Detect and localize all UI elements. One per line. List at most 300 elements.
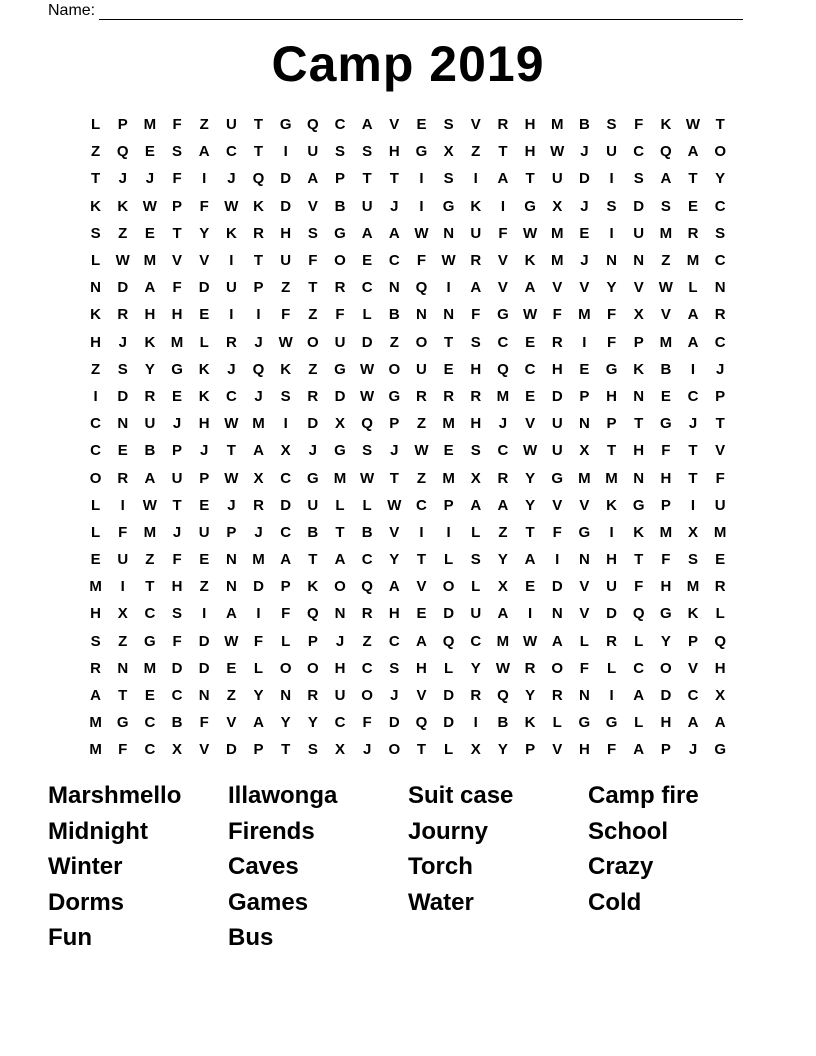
grid-letter[interactable]: F [552, 523, 562, 541]
grid-letter[interactable]: R [551, 333, 563, 351]
grid-letter[interactable]: Y [525, 469, 536, 487]
grid-letter[interactable]: W [224, 197, 239, 215]
grid-letter[interactable]: A [280, 551, 292, 569]
grid-letter[interactable]: G [551, 469, 564, 487]
grid-letter[interactable]: G [660, 605, 672, 623]
grid-letter[interactable]: H [90, 333, 101, 351]
grid-letter[interactable]: Y [253, 687, 264, 705]
grid-letter[interactable]: M [170, 333, 184, 351]
grid-letter[interactable]: W [522, 442, 538, 460]
grid-letter[interactable]: N [578, 687, 590, 705]
grid-letter[interactable]: X [579, 442, 590, 460]
grid-letter[interactable]: S [715, 224, 726, 242]
grid-letter[interactable]: F [118, 741, 128, 759]
grid-letter[interactable]: U [714, 496, 726, 514]
grid-letter[interactable]: G [279, 116, 292, 134]
grid-letter[interactable]: S [172, 605, 183, 623]
grid-letter[interactable]: U [551, 442, 563, 460]
grid-letter[interactable]: I [256, 605, 261, 623]
grid-letter[interactable]: B [334, 197, 346, 215]
grid-letter[interactable]: W [522, 306, 538, 324]
grid-letter[interactable]: Y [525, 687, 536, 705]
grid-letter[interactable]: X [334, 741, 345, 759]
grid-letter[interactable]: C [497, 333, 509, 351]
grid-letter[interactable]: R [524, 659, 536, 677]
grid-letter[interactable]: M [143, 659, 157, 677]
grid-letter[interactable]: D [388, 714, 400, 732]
grid-letter[interactable]: Y [715, 170, 726, 188]
grid-letter[interactable]: U [280, 252, 292, 270]
name-line[interactable] [99, 3, 743, 20]
grid-letter[interactable]: J [172, 415, 182, 433]
grid-letter[interactable]: E [715, 551, 726, 569]
grid-letter[interactable]: Q [361, 578, 373, 596]
grid-letter[interactable]: G [171, 360, 183, 378]
grid-letter[interactable]: W [360, 387, 375, 405]
grid-letter[interactable]: I [419, 197, 424, 215]
grid-letter[interactable]: R [253, 224, 264, 242]
grid-letter[interactable]: Z [199, 578, 209, 596]
grid-letter[interactable]: I [500, 197, 505, 215]
grid-letter[interactable]: I [256, 306, 261, 324]
grid-letter[interactable]: Q [714, 632, 726, 650]
grid-letter[interactable]: L [606, 659, 617, 677]
grid-letter[interactable]: T [444, 333, 454, 351]
grid-letter[interactable]: Q [660, 143, 672, 161]
grid-letter[interactable]: G [388, 387, 401, 405]
grid-letter[interactable]: G [144, 632, 156, 650]
grid-letter[interactable]: L [552, 714, 562, 732]
grid-letter[interactable]: Q [415, 714, 428, 732]
grid-letter[interactable]: X [172, 741, 183, 759]
grid-letter[interactable]: C [171, 687, 183, 705]
grid-letter[interactable]: G [605, 714, 618, 732]
grid-letter[interactable]: Z [362, 632, 372, 650]
grid-letter[interactable]: I [582, 333, 587, 351]
grid-letter[interactable]: B [171, 714, 183, 732]
grid-letter[interactable]: E [525, 333, 536, 351]
grid-letter[interactable]: F [606, 333, 617, 351]
grid-letter[interactable]: L [444, 659, 454, 677]
grid-letter[interactable]: I [609, 224, 614, 242]
grid-letter[interactable]: F [172, 551, 182, 569]
grid-letter[interactable]: K [90, 197, 101, 215]
grid-letter[interactable]: K [660, 116, 672, 134]
grid-letter[interactable]: Y [497, 741, 508, 759]
grid-letter[interactable]: Z [308, 360, 318, 378]
grid-letter[interactable]: R [90, 659, 101, 677]
grid-letter[interactable]: E [525, 578, 536, 596]
grid-letter[interactable]: J [580, 197, 589, 215]
grid-letter[interactable]: P [199, 469, 210, 487]
grid-letter[interactable]: R [334, 279, 346, 297]
grid-letter[interactable]: P [688, 632, 699, 650]
grid-letter[interactable]: Q [632, 605, 645, 623]
grid-letter[interactable]: C [361, 279, 373, 297]
grid-letter[interactable]: M [252, 551, 265, 569]
grid-letter[interactable]: E [660, 387, 671, 405]
grid-letter[interactable]: H [633, 442, 645, 460]
grid-letter[interactable]: C [497, 442, 509, 460]
grid-letter[interactable]: V [579, 496, 590, 514]
grid-letter[interactable]: L [199, 333, 209, 351]
grid-letter[interactable]: T [118, 687, 128, 705]
grid-letter[interactable]: I [527, 605, 533, 623]
grid-letter[interactable]: V [416, 578, 427, 596]
grid-letter[interactable]: T [90, 170, 101, 188]
grid-letter[interactable]: H [714, 659, 726, 677]
grid-letter[interactable]: C [633, 143, 645, 161]
grid-letter[interactable]: X [552, 197, 563, 215]
grid-letter[interactable]: Y [389, 551, 400, 569]
grid-letter[interactable]: P [660, 496, 671, 514]
grid-letter[interactable]: J [254, 333, 263, 351]
grid-letter[interactable]: U [334, 687, 346, 705]
grid-letter[interactable]: L [634, 714, 644, 732]
grid-letter[interactable]: U [416, 360, 427, 378]
grid-letter[interactable]: A [660, 170, 672, 188]
grid-letter[interactable]: J [308, 442, 317, 460]
grid-letter[interactable]: A [687, 306, 699, 324]
grid-letter[interactable]: F [308, 252, 318, 270]
grid-letter[interactable]: P [253, 741, 264, 759]
grid-letter[interactable]: K [225, 224, 237, 242]
grid-letter[interactable]: S [606, 197, 617, 215]
grid-letter[interactable]: Q [442, 632, 455, 650]
grid-letter[interactable]: D [171, 659, 183, 677]
grid-letter[interactable]: Q [252, 360, 265, 378]
grid-letter[interactable]: J [688, 741, 698, 759]
grid-letter[interactable]: C [225, 143, 237, 161]
grid-letter[interactable]: F [172, 170, 182, 188]
grid-letter[interactable]: M [89, 578, 102, 596]
grid-letter[interactable]: Z [498, 523, 508, 541]
grid-letter[interactable]: P [334, 170, 345, 188]
grid-letter[interactable]: O [89, 469, 102, 487]
grid-letter[interactable]: O [334, 252, 346, 270]
grid-letter[interactable]: I [202, 605, 207, 623]
grid-letter[interactable]: V [199, 252, 210, 270]
grid-letter[interactable]: L [715, 605, 725, 623]
grid-letter[interactable]: Z [118, 224, 128, 242]
grid-letter[interactable]: J [580, 252, 589, 270]
grid-letter[interactable]: S [470, 551, 481, 569]
grid-letter[interactable]: S [362, 143, 373, 161]
grid-letter[interactable]: I [609, 523, 614, 541]
grid-letter[interactable]: M [252, 415, 265, 433]
grid-letter[interactable]: E [199, 551, 210, 569]
grid-letter[interactable]: J [200, 442, 209, 460]
grid-letter[interactable]: L [688, 279, 698, 297]
grid-letter[interactable]: R [551, 687, 563, 705]
grid-letter[interactable]: W [550, 143, 565, 161]
grid-letter[interactable]: L [471, 523, 481, 541]
grid-letter[interactable]: T [688, 442, 698, 460]
grid-letter[interactable]: T [634, 551, 644, 569]
grid-letter[interactable]: D [551, 387, 563, 405]
grid-letter[interactable]: L [362, 496, 372, 514]
grid-letter[interactable]: N [416, 306, 427, 324]
grid-letter[interactable]: A [90, 687, 101, 705]
grid-letter[interactable]: G [497, 306, 509, 324]
grid-letter[interactable]: F [552, 306, 562, 324]
grid-letter[interactable]: A [633, 741, 645, 759]
grid-letter[interactable]: X [280, 442, 291, 460]
grid-letter[interactable]: N [714, 279, 726, 297]
grid-letter[interactable]: U [470, 224, 482, 242]
grid-letter[interactable]: T [389, 170, 399, 188]
grid-letter[interactable]: D [198, 279, 210, 297]
grid-letter[interactable]: T [498, 143, 508, 161]
grid-letter[interactable]: Y [525, 496, 536, 514]
grid-letter[interactable]: G [334, 442, 346, 460]
grid-letter[interactable]: P [389, 415, 400, 433]
grid-letter[interactable]: T [606, 442, 617, 460]
grid-letter[interactable]: J [362, 741, 372, 759]
grid-letter[interactable]: P [525, 741, 536, 759]
grid-letter[interactable]: H [416, 659, 427, 677]
grid-letter[interactable]: S [443, 170, 454, 188]
grid-letter[interactable]: A [524, 551, 536, 569]
grid-letter[interactable]: D [443, 605, 455, 623]
grid-letter[interactable]: S [660, 197, 671, 215]
grid-letter[interactable]: E [579, 360, 590, 378]
grid-letter[interactable]: E [144, 687, 155, 705]
grid-letter[interactable]: J [498, 415, 508, 433]
grid-letter[interactable]: R [225, 333, 237, 351]
grid-letter[interactable]: D [280, 197, 292, 215]
grid-letter[interactable]: H [470, 415, 482, 433]
grid-letter[interactable]: K [633, 360, 645, 378]
grid-letter[interactable]: E [525, 387, 536, 405]
grid-letter[interactable]: V [497, 252, 508, 270]
grid-letter[interactable]: W [360, 469, 375, 487]
grid-letter[interactable]: I [609, 170, 614, 188]
grid-letter[interactable]: U [225, 279, 237, 297]
grid-letter[interactable]: S [280, 387, 291, 405]
grid-letter[interactable]: G [334, 360, 346, 378]
grid-letter[interactable]: O [442, 578, 455, 596]
grid-letter[interactable]: F [199, 714, 209, 732]
grid-letter[interactable]: Q [497, 687, 509, 705]
grid-letter[interactable]: K [90, 306, 101, 324]
grid-letter[interactable]: I [120, 578, 125, 596]
grid-letter[interactable]: S [172, 143, 183, 161]
grid-letter[interactable]: O [714, 143, 726, 161]
grid-letter[interactable]: K [606, 496, 617, 514]
grid-letter[interactable]: A [687, 143, 699, 161]
grid-letter[interactable]: L [471, 578, 481, 596]
grid-letter[interactable]: O [551, 659, 564, 677]
grid-letter[interactable]: K [470, 197, 482, 215]
grid-letter[interactable]: Z [118, 632, 128, 650]
grid-letter[interactable]: W [278, 333, 293, 351]
grid-letter[interactable]: U [198, 523, 210, 541]
grid-letter[interactable]: H [198, 415, 210, 433]
grid-letter[interactable]: P [226, 523, 237, 541]
grid-letter[interactable]: V [226, 714, 237, 732]
grid-letter[interactable]: U [361, 197, 373, 215]
grid-letter[interactable]: Z [416, 469, 427, 487]
grid-letter[interactable]: G [660, 415, 672, 433]
grid-letter[interactable]: Q [252, 170, 265, 188]
grid-letter[interactable]: Z [661, 252, 671, 270]
grid-letter[interactable]: S [334, 143, 345, 161]
grid-letter[interactable]: T [253, 252, 264, 270]
grid-letter[interactable]: C [416, 496, 427, 514]
grid-letter[interactable]: V [525, 415, 536, 433]
grid-letter[interactable]: T [172, 496, 182, 514]
grid-letter[interactable]: T [172, 224, 182, 242]
grid-letter[interactable]: A [334, 551, 346, 569]
grid-letter[interactable]: J [227, 360, 236, 378]
grid-letter[interactable]: S [470, 442, 481, 460]
grid-letter[interactable]: Y [497, 551, 508, 569]
grid-letter[interactable]: S [307, 741, 318, 759]
grid-letter[interactable]: U [144, 415, 156, 433]
grid-letter[interactable]: O [361, 687, 373, 705]
grid-letter[interactable]: V [688, 659, 699, 677]
grid-letter[interactable]: F [416, 252, 427, 270]
grid-letter[interactable]: B [578, 116, 590, 134]
grid-letter[interactable]: I [690, 496, 696, 514]
grid-letter[interactable]: H [171, 578, 183, 596]
grid-letter[interactable]: N [443, 306, 455, 324]
grid-letter[interactable]: D [198, 659, 210, 677]
grid-letter[interactable]: M [143, 116, 157, 134]
grid-letter[interactable]: V [497, 279, 508, 297]
grid-letter[interactable]: E [362, 252, 373, 270]
grid-letter[interactable]: D [117, 279, 129, 297]
grid-letter[interactable]: G [415, 143, 428, 161]
grid-letter[interactable]: N [633, 387, 645, 405]
grid-letter[interactable]: M [143, 523, 157, 541]
grid-letter[interactable]: S [90, 632, 101, 650]
grid-letter[interactable]: A [416, 632, 427, 650]
grid-letter[interactable]: D [443, 687, 455, 705]
grid-letter[interactable]: L [335, 496, 345, 514]
grid-letter[interactable]: C [687, 387, 699, 405]
grid-letter[interactable]: J [172, 523, 182, 541]
grid-letter[interactable]: B [307, 523, 319, 541]
grid-letter[interactable]: P [715, 387, 726, 405]
grid-letter[interactable]: I [609, 687, 614, 705]
grid-letter[interactable]: S [117, 360, 128, 378]
grid-letter[interactable]: A [497, 605, 509, 623]
grid-letter[interactable]: F [362, 714, 372, 732]
grid-letter[interactable]: U [225, 116, 237, 134]
grid-letter[interactable]: E [443, 360, 454, 378]
grid-letter[interactable]: V [552, 741, 563, 759]
grid-letter[interactable]: B [497, 714, 509, 732]
grid-letter[interactable]: P [307, 632, 318, 650]
grid-letter[interactable]: A [361, 116, 373, 134]
grid-letter[interactable]: P [606, 415, 617, 433]
grid-letter[interactable]: Q [116, 143, 129, 161]
grid-letter[interactable]: X [470, 469, 481, 487]
grid-letter[interactable]: M [713, 523, 727, 541]
grid-letter[interactable]: F [172, 116, 182, 134]
grid-letter[interactable]: L [444, 741, 454, 759]
grid-letter[interactable]: A [497, 496, 509, 514]
grid-letter[interactable]: S [606, 116, 617, 134]
grid-letter[interactable]: X [688, 523, 699, 541]
grid-letter[interactable]: I [555, 551, 560, 569]
grid-letter[interactable]: G [334, 224, 346, 242]
grid-letter[interactable]: F [172, 279, 182, 297]
grid-letter[interactable]: S [443, 116, 454, 134]
grid-letter[interactable]: Y [280, 714, 291, 732]
grid-letter[interactable]: J [118, 333, 127, 351]
grid-letter[interactable]: W [414, 442, 429, 460]
grid-letter[interactable]: F [661, 551, 671, 569]
grid-letter[interactable]: S [362, 442, 373, 460]
grid-letter[interactable]: C [714, 252, 726, 270]
grid-letter[interactable]: P [579, 387, 590, 405]
grid-letter[interactable]: Q [306, 116, 319, 134]
grid-letter[interactable]: M [143, 252, 157, 270]
grid-letter[interactable]: D [578, 170, 590, 188]
grid-letter[interactable]: D [551, 578, 563, 596]
grid-letter[interactable]: S [688, 551, 699, 569]
grid-letter[interactable]: P [172, 442, 183, 460]
grid-letter[interactable]: N [443, 224, 455, 242]
grid-letter[interactable]: Y [660, 632, 671, 650]
grid-letter[interactable]: H [606, 551, 617, 569]
grid-letter[interactable]: Y [470, 659, 481, 677]
grid-letter[interactable]: G [524, 197, 536, 215]
grid-letter[interactable]: A [388, 578, 400, 596]
grid-letter[interactable]: I [229, 252, 234, 270]
grid-letter[interactable]: N [90, 279, 101, 297]
grid-letter[interactable]: J [227, 170, 236, 188]
grid-letter[interactable]: X [253, 469, 264, 487]
grid-letter[interactable]: O [306, 333, 319, 351]
grid-letter[interactable]: E [199, 496, 210, 514]
grid-letter[interactable]: T [389, 469, 399, 487]
grid-letter[interactable]: A [470, 496, 482, 514]
grid-letter[interactable]: J [227, 496, 236, 514]
grid-letter[interactable]: D [198, 632, 210, 650]
grid-letter[interactable]: A [470, 279, 482, 297]
grid-letter[interactable]: E [416, 116, 427, 134]
grid-letter[interactable]: T [281, 741, 291, 759]
grid-letter[interactable]: X [443, 143, 454, 161]
grid-letter[interactable]: E [172, 387, 183, 405]
grid-letter[interactable]: Q [306, 605, 319, 623]
grid-letter[interactable]: T [253, 143, 264, 161]
grid-letter[interactable]: T [416, 741, 427, 759]
grid-letter[interactable]: V [307, 197, 318, 215]
grid-letter[interactable]: Z [199, 116, 209, 134]
grid-letter[interactable]: B [144, 442, 156, 460]
grid-letter[interactable]: R [361, 605, 373, 623]
grid-letter[interactable]: R [714, 306, 726, 324]
grid-letter[interactable]: V [389, 523, 400, 541]
grid-letter[interactable]: B [361, 523, 373, 541]
grid-letter[interactable]: I [120, 496, 125, 514]
grid-letter[interactable]: J [716, 360, 725, 378]
grid-letter[interactable]: D [307, 415, 319, 433]
grid-letter[interactable]: R [416, 387, 427, 405]
grid-letter[interactable]: D [443, 714, 455, 732]
grid-letter[interactable]: A [198, 143, 210, 161]
grid-letter[interactable]: H [606, 387, 617, 405]
grid-letter[interactable]: R [714, 578, 726, 596]
grid-letter[interactable]: I [419, 170, 424, 188]
grid-letter[interactable]: X [470, 741, 481, 759]
grid-letter[interactable]: W [387, 496, 402, 514]
